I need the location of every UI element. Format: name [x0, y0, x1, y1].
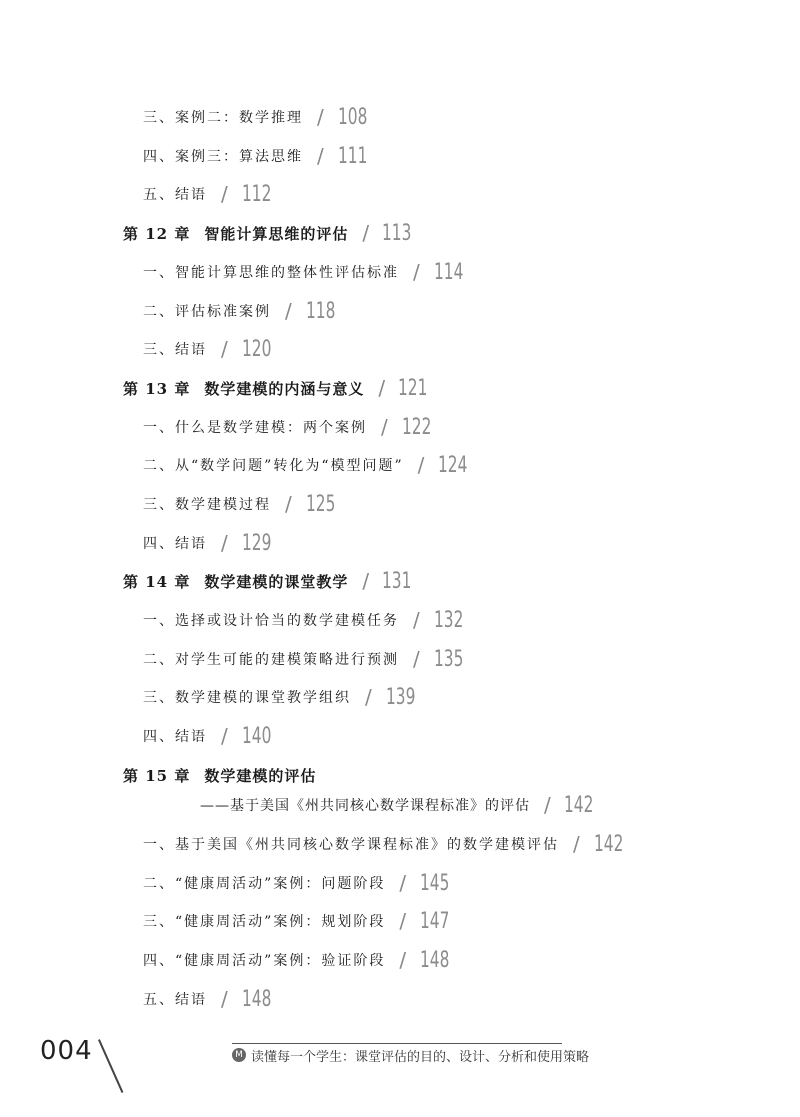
entry-title: 三、结语	[143, 342, 207, 358]
toc-chapter	[123, 566, 424, 596]
toc-chapter	[123, 218, 424, 248]
page-number: 124	[438, 452, 468, 478]
toc-entry	[143, 450, 480, 480]
separator-slash: /	[544, 793, 552, 817]
page-number: 122	[401, 414, 432, 440]
toc-subtitle	[200, 790, 606, 820]
page-number: 111	[337, 143, 368, 169]
entry-title: 三、数学建模过程	[143, 497, 271, 513]
toc-entry	[143, 906, 462, 936]
page-number: 118	[305, 298, 336, 324]
entry-title: 一、基于美国《州共同核心数学课程标准》的数学建模评估	[143, 837, 559, 853]
separator-slash: /	[413, 260, 422, 284]
separator-slash: /	[221, 987, 230, 1011]
separator-slash: /	[399, 871, 409, 895]
separator-slash: /	[362, 569, 371, 593]
page-number: 114	[433, 259, 464, 285]
separator-slash: /	[399, 948, 409, 972]
chapter-number: 第 13 章	[123, 379, 191, 398]
separator-slash: /	[285, 492, 294, 516]
entry-title: 二、从“数学问题”转化为“模型问题”	[143, 458, 404, 474]
entry-title: 四、案例三：算法思维	[143, 149, 303, 165]
chapter-subtitle: ——基于美国《州共同核心数学课程标准》的评估	[200, 798, 530, 814]
toc-entry	[143, 257, 476, 287]
page-number: 129	[241, 530, 272, 556]
page-number: 135	[433, 646, 464, 672]
separator-slash: /	[365, 685, 374, 709]
page-number: 139	[385, 684, 416, 710]
entry-title: 四、结语	[143, 729, 207, 745]
page-number: 145	[420, 870, 450, 896]
chapter-title: 数学建模的课堂教学	[204, 572, 349, 591]
page-number: 108	[337, 104, 368, 130]
running-book-title: 读懂每一个学生：课堂评估的目的、设计、分析和使用策略	[251, 1050, 590, 1065]
separator-slash: /	[362, 221, 371, 245]
toc-entry	[143, 868, 462, 898]
chapter-title: 数学建模的评估	[204, 766, 317, 785]
chapter-number: 第 14 章	[123, 572, 191, 591]
entry-title: 二、“健康周活动”案例：问题阶段	[143, 876, 386, 892]
entry-title: 四、“健康周活动”案例：验证阶段	[143, 953, 386, 969]
chapter-title: 数学建模的内涵与意义	[204, 379, 365, 398]
toc-entry	[143, 141, 380, 171]
separator-slash: /	[317, 105, 326, 129]
separator-slash: /	[378, 376, 387, 400]
entry-title: 一、什么是数学建模：两个案例	[143, 420, 367, 436]
separator-slash: /	[417, 453, 427, 477]
entry-title: 五、结语	[143, 992, 207, 1008]
publisher-logo-icon: M	[232, 1048, 246, 1062]
toc-entry	[143, 644, 476, 674]
entry-title: 一、选择或设计恰当的数学建模任务	[143, 613, 399, 629]
chapter-number: 第 15 章	[123, 766, 191, 785]
footer-rule	[232, 1043, 562, 1044]
toc-entry	[143, 489, 348, 519]
page-number: 147	[420, 908, 450, 934]
toc-entry	[143, 605, 476, 635]
entry-title: 三、数学建模的课堂教学组织	[143, 690, 351, 706]
separator-slash: /	[221, 337, 230, 361]
entry-title: 五、结语	[143, 187, 207, 203]
chapter-title: 智能计算思维的评估	[204, 224, 349, 243]
page-number: 148	[241, 986, 272, 1012]
footer-page-number: 004	[40, 1036, 93, 1066]
page-number: 142	[593, 831, 624, 857]
page-number: 131	[382, 568, 412, 594]
toc-entry	[143, 984, 284, 1014]
toc-entry	[143, 829, 636, 859]
page-number: 142	[563, 792, 594, 818]
toc-entry	[143, 102, 380, 132]
page-number: 125	[305, 491, 336, 517]
entry-title: 一、智能计算思维的整体性评估标准	[143, 265, 399, 281]
separator-slash: /	[381, 415, 390, 439]
toc-entry	[143, 682, 428, 712]
chapter-number: 第 12 章	[123, 224, 191, 243]
separator-slash: /	[413, 608, 422, 632]
page-number: 113	[382, 220, 412, 246]
entry-title: 四、结语	[143, 536, 207, 552]
toc-entry	[143, 296, 348, 326]
separator-slash: /	[573, 832, 582, 856]
toc-chapter	[123, 373, 440, 403]
page-number: 148	[420, 947, 450, 973]
separator-slash: /	[399, 909, 409, 933]
entry-title: 二、评估标准案例	[143, 304, 271, 320]
separator-slash: /	[413, 647, 422, 671]
separator-slash: /	[221, 724, 230, 748]
page-number: 120	[241, 336, 272, 362]
toc-entry	[143, 945, 462, 975]
page-number: 132	[433, 607, 464, 633]
page-number: 140	[241, 723, 272, 749]
page-number: 112	[241, 181, 272, 207]
toc-entry	[143, 528, 284, 558]
entry-title: 二、对学生可能的建模策略进行预测	[143, 652, 399, 668]
separator-slash: /	[317, 144, 326, 168]
toc-chapter	[123, 760, 316, 790]
separator-slash: /	[285, 299, 294, 323]
entry-title: 三、案例二：数学推理	[143, 110, 303, 126]
separator-slash: /	[221, 531, 230, 555]
entry-title: 三、“健康周活动”案例：规划阶段	[143, 914, 386, 930]
toc-entry	[143, 412, 444, 442]
toc-entry	[143, 179, 284, 209]
separator-slash: /	[221, 182, 230, 206]
toc-entry	[143, 334, 284, 364]
page-number: 121	[398, 375, 428, 401]
toc-entry	[143, 721, 284, 751]
